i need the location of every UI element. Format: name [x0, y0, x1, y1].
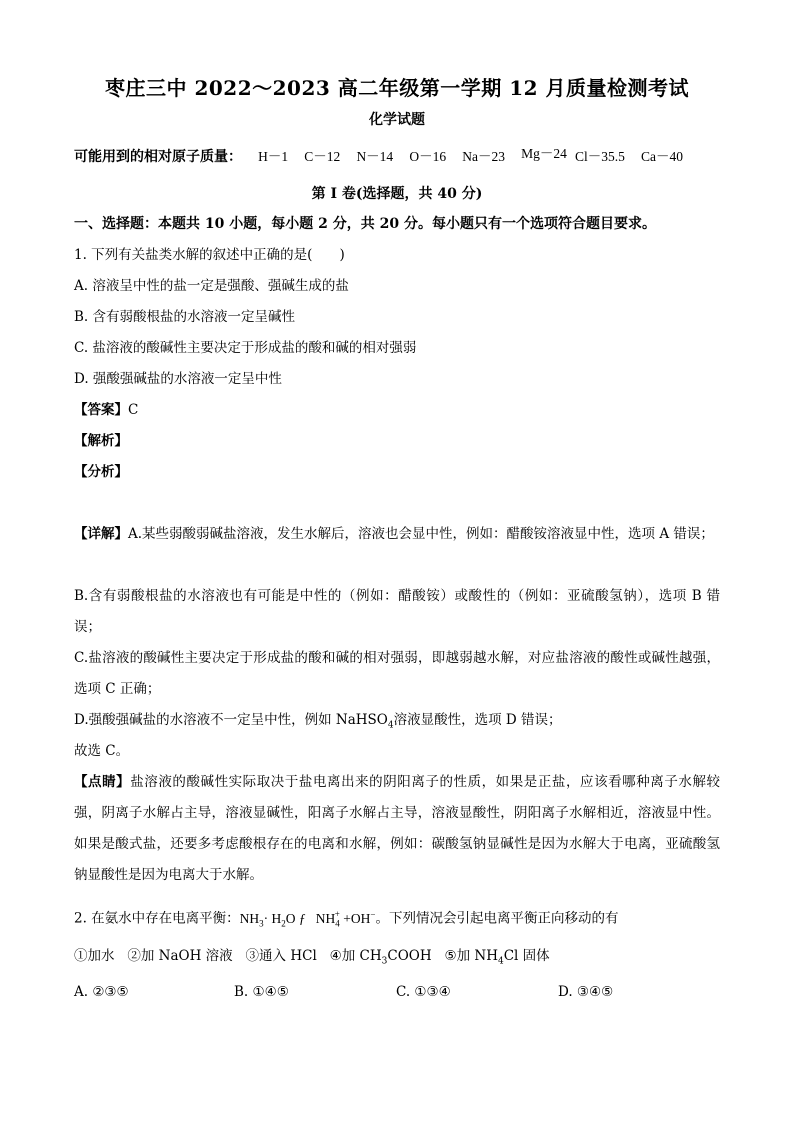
- q1-detail-p1: [74, 519, 720, 550]
- tip-text: 盐溶液的酸碱性实际取决于盐电离出来的阴阳离子的性质，如果是正盐，应该看哪种离子水解较强，阴离子水解占主导，溶液显碱性，阳离子水解占主导，溶液显酸性，阴阳离子水解相近，溶液显中性。如果是酸式盐，还要多考虑酸根存在的电离和水解，例如：碳酸氢钠显碱性是因为水解大于电离，亚硫酸氢钠显酸性是因为电离大于水解。: [74, 774, 721, 883]
- eq-mid-sub: 2: [281, 918, 286, 929]
- q2-cond-3: ③通入 HCl: [245, 948, 317, 964]
- detail-p4-sub: 4: [387, 720, 394, 731]
- q2-equation: [239, 909, 376, 929]
- q1-option-d: D. 强酸强碱盐的水溶液一定呈中性: [74, 371, 282, 387]
- q1-answer: [74, 400, 724, 420]
- eq-plus: +OH: [343, 910, 371, 926]
- q2-stem-pre: 2. 在氨水中存在电离平衡：: [74, 910, 240, 927]
- section-instructions: 一、选择题：本题共 10 小题，每小题 2 分，共 20 分。每小题只有一个选项符合题目要求。: [74, 216, 656, 232]
- detail-p1-text: A.某些弱酸弱碱盐溶液，发生水解后，溶液也会显中性，例如：醋酸铵溶液显中性，选项 A 错误；: [128, 526, 714, 542]
- mass-o: O－16: [409, 149, 447, 164]
- tip-tag: 【点睛】: [74, 774, 131, 790]
- mass-mg: Mg－24: [521, 146, 567, 161]
- cond-4-pre: ④加 CH: [329, 948, 382, 964]
- equilibrium-arrow-icon: ƒ: [298, 910, 306, 926]
- eq-mid: · H: [263, 910, 282, 926]
- mass-cl: Cl－35.5: [575, 149, 625, 164]
- q1-detail-p2: B.含有弱酸根盐的水溶液也有可能是中性的（例如：醋酸铵）或酸性的（例如：亚硫酸氢钠），选项 B 错误；: [74, 588, 720, 635]
- analysis-tag: 【解析】: [74, 433, 128, 449]
- atomic-masses-label: 可能用到的相对原子质量：: [74, 149, 242, 165]
- mass-h: H－1: [258, 149, 289, 164]
- q2-stem: [74, 904, 724, 933]
- mass-n: N－14: [356, 149, 394, 164]
- q1-option-c: C. 盐溶液的酸碱性主要决定于形成盐的酸和碱的相对强弱: [74, 340, 417, 356]
- q2-stem-post: 。下列情况会引起电离平衡正向移动的有: [375, 910, 619, 927]
- fenxi-tag: 【分析】: [74, 464, 128, 480]
- eq-o: O: [285, 910, 296, 926]
- mass-ca: Ca－40: [641, 149, 684, 164]
- q1-tip: [74, 767, 720, 891]
- eq-right: NH: [315, 910, 336, 926]
- q1-stem: 1. 下列有关盐类水解的叙述中正确的是( ): [74, 247, 345, 263]
- q2-cond-4: [329, 948, 432, 967]
- cond-5-post: Cl 固体: [503, 948, 550, 964]
- q2-option-c: C. ①③④: [396, 984, 451, 1000]
- q1-detail-p3: C.盐溶液的酸碱性主要决定于形成盐的酸和碱的相对强弱，即越弱越水解，对应盐溶液的酸性或碱性越强，选项 C 正确；: [74, 650, 720, 697]
- detail-p4-pre: D.强酸强碱盐的水溶液不一定呈中性，例如 NaHSO: [74, 712, 388, 728]
- mass-na: Na－23: [462, 149, 505, 164]
- q1-detail-p5: 故选 C。: [74, 743, 130, 759]
- q1-option-b: B. 含有弱酸根盐的水溶液一定呈碱性: [74, 309, 296, 325]
- q1-option-a: A. 溶液呈中性的盐一定是强酸、强碱生成的盐: [74, 278, 349, 294]
- q1-fenxi-tag: [74, 462, 724, 482]
- eq-right-sup: +: [334, 909, 340, 919]
- q2-option-d: D. ③④⑤: [558, 984, 614, 1000]
- cond-5-pre: ⑤加 NH: [444, 948, 498, 964]
- exam-title: 枣庄三中 2022～2023 高二年级第一学期 12 月质量检测考试: [104, 76, 689, 100]
- detail-p4-post: 溶液显酸性，选项 D 错误；: [393, 712, 562, 728]
- detail-tag: 【详解】: [74, 526, 128, 542]
- q1-analysis-tag: [74, 431, 724, 451]
- mass-c: C－12: [304, 149, 341, 164]
- eq-left-sub: 3: [259, 918, 264, 929]
- section-title: 第 I 卷(选择题，共 40 分): [311, 186, 483, 202]
- eq-plus-sup: −: [370, 909, 376, 919]
- q2-conditions: [74, 946, 724, 972]
- atomic-masses: [74, 145, 754, 166]
- q2-option-a: A. ②③⑤: [74, 984, 129, 1000]
- exam-subtitle: 化学试题: [369, 112, 425, 128]
- q2-cond-5: [444, 948, 550, 967]
- q2-cond-1: ①加水: [74, 948, 115, 964]
- eq-left: NH: [239, 910, 260, 926]
- answer-tag: 【答案】: [74, 402, 128, 418]
- cond-5-sub: 4: [497, 956, 504, 967]
- q2-cond-2: ②加 NaOH 溶液: [127, 948, 233, 964]
- q2-option-b: B. ①④⑤: [234, 984, 289, 1000]
- answer-value: C: [128, 402, 139, 418]
- eq-right-sub: 4: [335, 918, 340, 929]
- cond-4-post: COOH: [387, 948, 432, 964]
- cond-4-sub: 3: [381, 956, 388, 967]
